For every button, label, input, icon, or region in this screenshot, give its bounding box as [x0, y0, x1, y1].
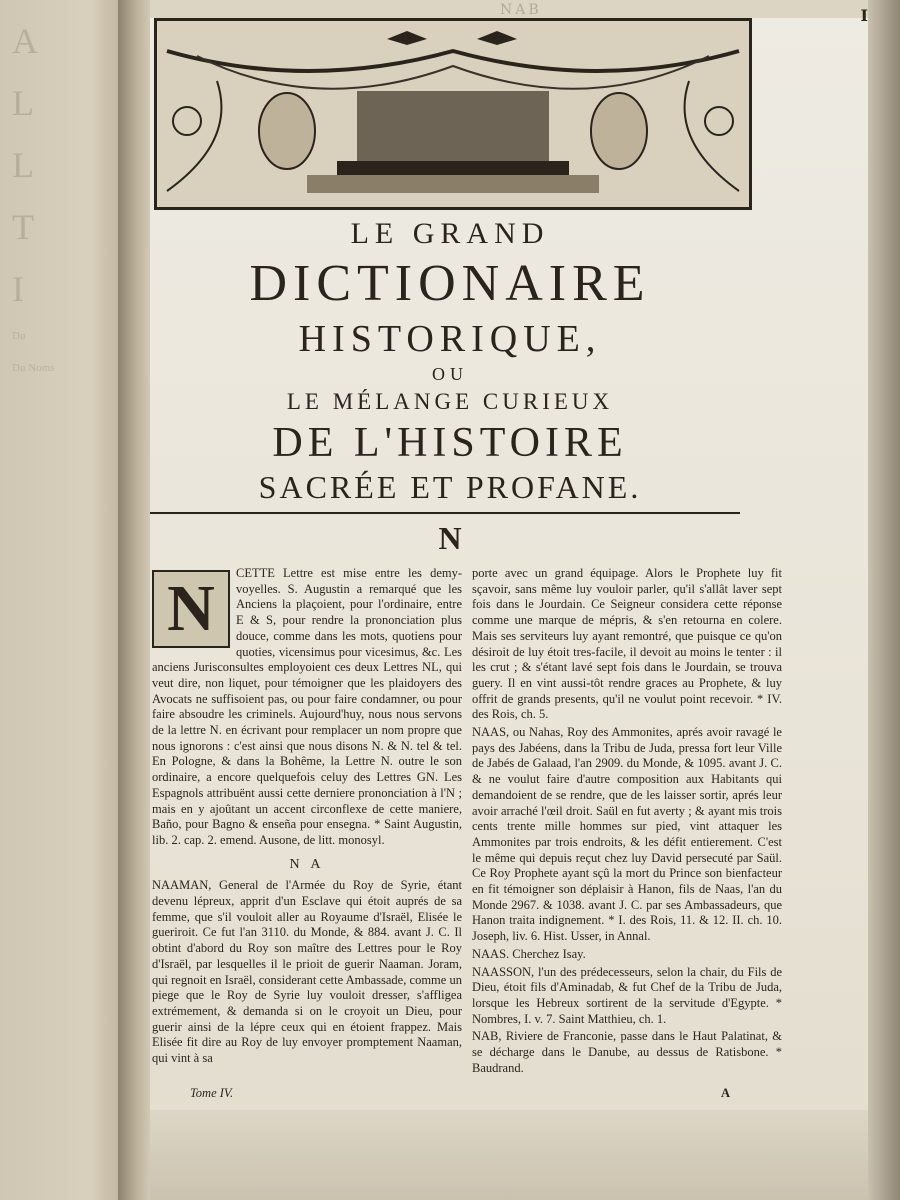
entry-letter-n: CETTE Lettre est mise entre les demy-voyelles. S. Augustin a remarqué que les Anciens la plaçoient, pour l'ordinaire, entre E & S, pour rendre la prononciation plus douce, comme dans les mots, quotiens pour quoties, vicensimus pour vicesimus, &c. Les anciens Jurisconsultes employoient ces deux Lettres NL, qui veut dire, non liquet, pour témoigner que les plaidoyers des Avocats ne suffisoient pas, ou pour faire condamner, ou pour faire absoudre les criminels. Aujourd'huy, nous nous servons de la lettre N. en écrivant pour remplacer un nom propre que nous ignorons : c'est ainsi que nous disons N. & N. tel & tel. En Pologne, & dans la Bohême, la Lettre N. outre le son ordinaire, a encore quelquefois celuy des Lettres GN. Les Espagnols attribuënt aussi cette derniere prononciation à l'N ; mais en y ajoûtant un accent circonflexe de cette maniere, Baño, pour Bagno & enseña pour ensegna. * Saint Augustin, lib. 2. cap. 2. emend. Ausone, de litt. monosyl. — [152, 566, 462, 847]
title-line-5: LE MÉLANGE CURIEUX — [286, 389, 614, 414]
engraving-drawing — [157, 21, 749, 207]
subsection-heading: N A — [289, 856, 325, 872]
title-line-1: LE GRAND — [350, 217, 550, 250]
section-letter: N — [438, 520, 462, 556]
ghost-small: Du Noms — [12, 362, 55, 374]
title-line-2: DICTIONAIRE — [249, 255, 651, 312]
headpiece-engraving — [154, 18, 752, 210]
ghost-letter: T — [12, 207, 34, 247]
entry-naasson: NAASSON, l'un des prédecesseurs, selon la chair, du Fils de Dieu, étoit fils d'Aminadab, & fut Chef de la Tribu de Juda, lorsque les Hebreux sortirent de la servitude d'Egypte. * Nombres, I. v. 7. Saint Matthieu, ch. 1. — [472, 964, 782, 1026]
ghost-small: Du — [12, 330, 26, 342]
page-bottom-margin — [150, 1110, 870, 1200]
volume-label: Tome IV. — [190, 1086, 234, 1100]
signature-mark: A — [720, 1086, 730, 1100]
entry-naas: NAAS, ou Nahas, Roy des Ammonites, aprés avoir ravagé le pays des Jabéens, dans la Tribu de Juda, pressa fort leur Ville de Jabés de Galaad, l'an 2909. du Monde, & 1095. avant J. C. & ne voulut faire d'autre composition aux Habitants qui demandoient de se rendre, que de les laisser sortir, aprés leur avoir arraché l'œil droit. Saül en fut averty ; & ayant mis trois cents trente mille hommes sur pied, vint attaquer les Ammonites par trois endroits, & les défit entierement. C'est le même qui depuis reçut chez luy David persecuté par Saül. Ce Roy Prophete ayant sçû la mort du Prince son bienfacteur en fit témoigner son déplaisir à Hanon, fils de Naas, l'an du Monde 2967. & 1038. avant J. C. par ses Ambassadeurs, que Hanon traita indignement. * I. des Rois, 11. & 12. II. ch. 10. Joseph, liv. 6. Hist. Usser, in Annal. — [472, 725, 782, 944]
title-line-7: SACRÉE ET PROFANE. — [258, 469, 642, 505]
left-page-edge — [0, 0, 130, 1200]
drop-cap-letter: N — [167, 572, 215, 645]
entry-naaman: NAAMAN, General de l'Armée du Roy de Syrie, étant devenu lépreux, apprit d'un Esclave qui étoit auprés de sa femme, que s'il vouloit aller au Royaume d'Israël, Elisée le gueriroit. Ce fut l'an 3110. du Monde, & 884. avant J. C. Il obtint d'abord du Roy son maître des Lettres pour le Roy d'Israël, par lesquelles il le prioit de guerir Naaman. Joram, qui regnoit en Israël, considerant cette Ambassade, comme un piege que le Roy de Syrie luy vouloit dresser, s'affligea extrémement, & demanda si on le croyoit un Dieu, pour guerir ainsi de la lépre ceux qui en étoient frappez. Mais Elisée fit dire au Roy de luy envoyer promptement Naaman, qui vint à sa — [152, 878, 462, 1066]
entry-naaman-cont: porte avec un grand équipage. Alors le Prophete luy fit sçavoir, sans même luy vouloir parler, qu'il s'allât laver sept fois dans le Jourdain. Ce Seigneur considera cette réponse comme une marque de mépris, & s'en retourna en colere. Mais ses serviteurs luy ayant remontré, que puisque ce qu'on désiroit de luy étoit tres-facile, il devoit au moins le tenter : il les crut ; & s'étant lavé sept fois dans le Jourdain, se trouva guery. Il en vint aussi-tôt rendre graces au Prophete, & luy offrit de grands presents, qu'il ne voulut point recevoir. * IV. des Rois, ch. 5. — [472, 566, 782, 722]
page-number: I — [860, 6, 868, 25]
drop-cap — [152, 570, 230, 648]
entry-nab: NAB, Riviere de Franconie, passe dans le Haut Palatinat, & se décharge dans le Danube, au dessus de Ratisbone. * Baudrand. — [472, 1029, 782, 1075]
ghost-letter: L — [12, 145, 34, 185]
right-column — [472, 566, 782, 1076]
left-page-bleed-text — [0, 0, 120, 1200]
title-line-4: OU — [432, 364, 468, 384]
right-page-edge — [868, 0, 900, 1200]
page-footer — [190, 1086, 750, 1102]
ghost-letter: A — [12, 21, 38, 61]
right-page — [150, 0, 870, 1200]
title-line-3: HISTORIQUE, — [298, 318, 602, 360]
ghost-letter: I — [12, 269, 24, 309]
title-rule — [150, 512, 740, 514]
ghost-letter: L — [12, 83, 34, 123]
left-column — [152, 566, 462, 1076]
title-line-6: DE L'HISTOIRE — [272, 420, 628, 466]
running-head-ghost: NAB — [500, 2, 542, 18]
entry-naas-ref: NAAS. Cherchez Isay. — [472, 946, 586, 961]
title-block — [150, 215, 750, 507]
